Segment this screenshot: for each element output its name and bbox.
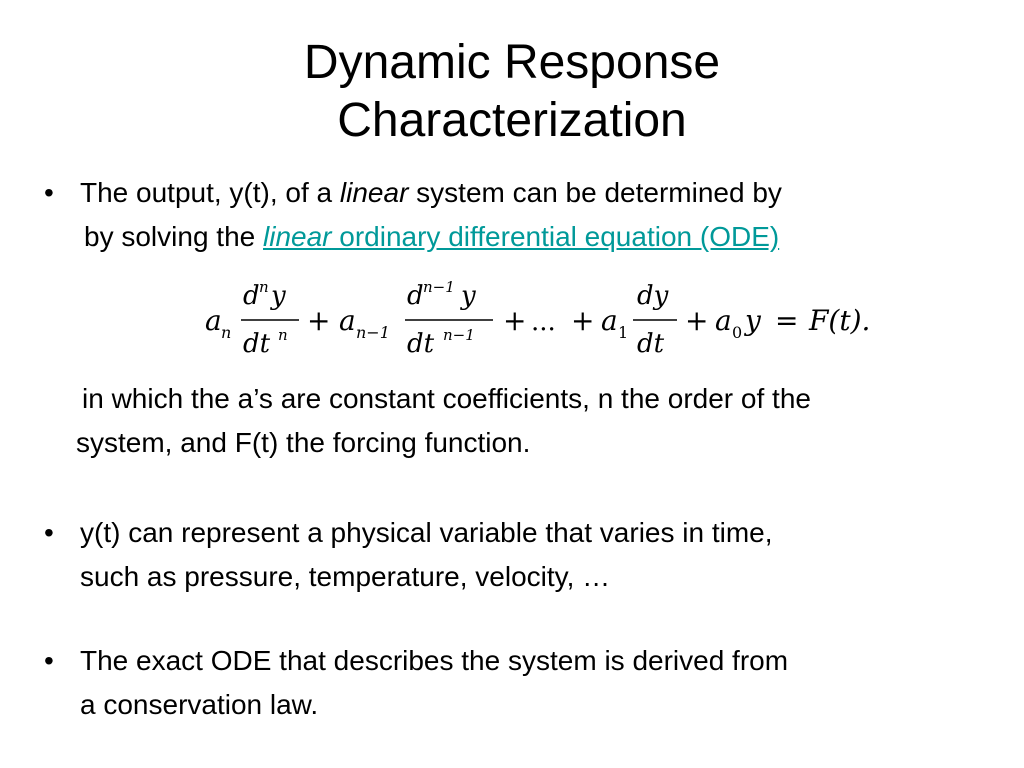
eq-plus-2: + [503, 304, 527, 337]
bullet-3-line-1: The exact ODE that describes the system is derived from [80, 645, 789, 676]
eq-frac2-num-var: y [461, 281, 476, 311]
eq-sub-1: 1 [618, 323, 629, 342]
eq-plus-3: + [571, 304, 595, 337]
bullet-marker: • [44, 177, 54, 208]
ode-link-italic: linear [263, 221, 332, 252]
eq-a-n: a [205, 304, 222, 337]
eq-rhs: F(t). [809, 304, 871, 337]
bullet-marker: • [44, 645, 54, 676]
eq-frac2-den: dt [407, 329, 435, 359]
eq-frac1-den-exp: n [278, 326, 288, 344]
eq-plus-1: + [307, 304, 331, 337]
bullet-1-text-b: system can be determined by [408, 177, 782, 208]
title-line-1: Dynamic Response [303, 36, 721, 89]
bullet-marker: • [44, 517, 54, 548]
eq-dots: ... [531, 307, 556, 337]
eq-frac3-den: dt [637, 329, 665, 359]
eq-frac2-num-exp: n−1 [423, 278, 455, 296]
eq-frac1-den: dt [243, 329, 271, 359]
bullet-1-text-a: The output, y(t), of a [80, 177, 340, 208]
note-line-1: in which the a’s are constant coefficients, n the order of the [82, 383, 811, 414]
eq-frac3-num: dy [637, 281, 669, 311]
note-line-2: system, and F(t) the forcing function. [76, 427, 531, 458]
slide-title [0, 34, 1024, 150]
eq-a-1: a [601, 304, 618, 337]
bullet-1-line-2 [84, 216, 779, 258]
bullet-2-line-2: such as pressure, temperature, velocity, … [80, 561, 611, 592]
bullet-1-line-1 [80, 172, 782, 214]
title-line-2: Characterization [337, 94, 687, 147]
eq-a-n1: a [339, 304, 356, 337]
ode-link-text: ordinary differential equation (ODE) [331, 221, 780, 252]
eq-plus-4: + [685, 304, 709, 337]
bullet-3-line-2: a conservation law. [80, 689, 319, 720]
bullet-1-italic: linear [339, 177, 409, 208]
eq-frac1-num: d [243, 281, 260, 311]
eq-a-0: a [715, 304, 732, 337]
ode-link[interactable] [263, 221, 779, 252]
eq-sub-0: 0 [732, 323, 743, 342]
eq-equals: = [775, 304, 799, 337]
eq-sub-n1: n−1 [356, 323, 390, 342]
bullet-1-line-2-prefix: by solving the [84, 221, 263, 252]
eq-frac1-num-exp: n [259, 278, 269, 296]
bullet-2-line-1: y(t) can represent a physical variable that varies in time, [80, 517, 773, 548]
eq-frac2-num: d [407, 281, 424, 311]
eq-frac2-den-exp: n−1 [443, 326, 475, 344]
eq-y: y [745, 304, 761, 337]
eq-frac1-num-var: y [271, 281, 286, 311]
ode-equation [203, 272, 903, 362]
eq-sub-n: n [221, 323, 232, 342]
